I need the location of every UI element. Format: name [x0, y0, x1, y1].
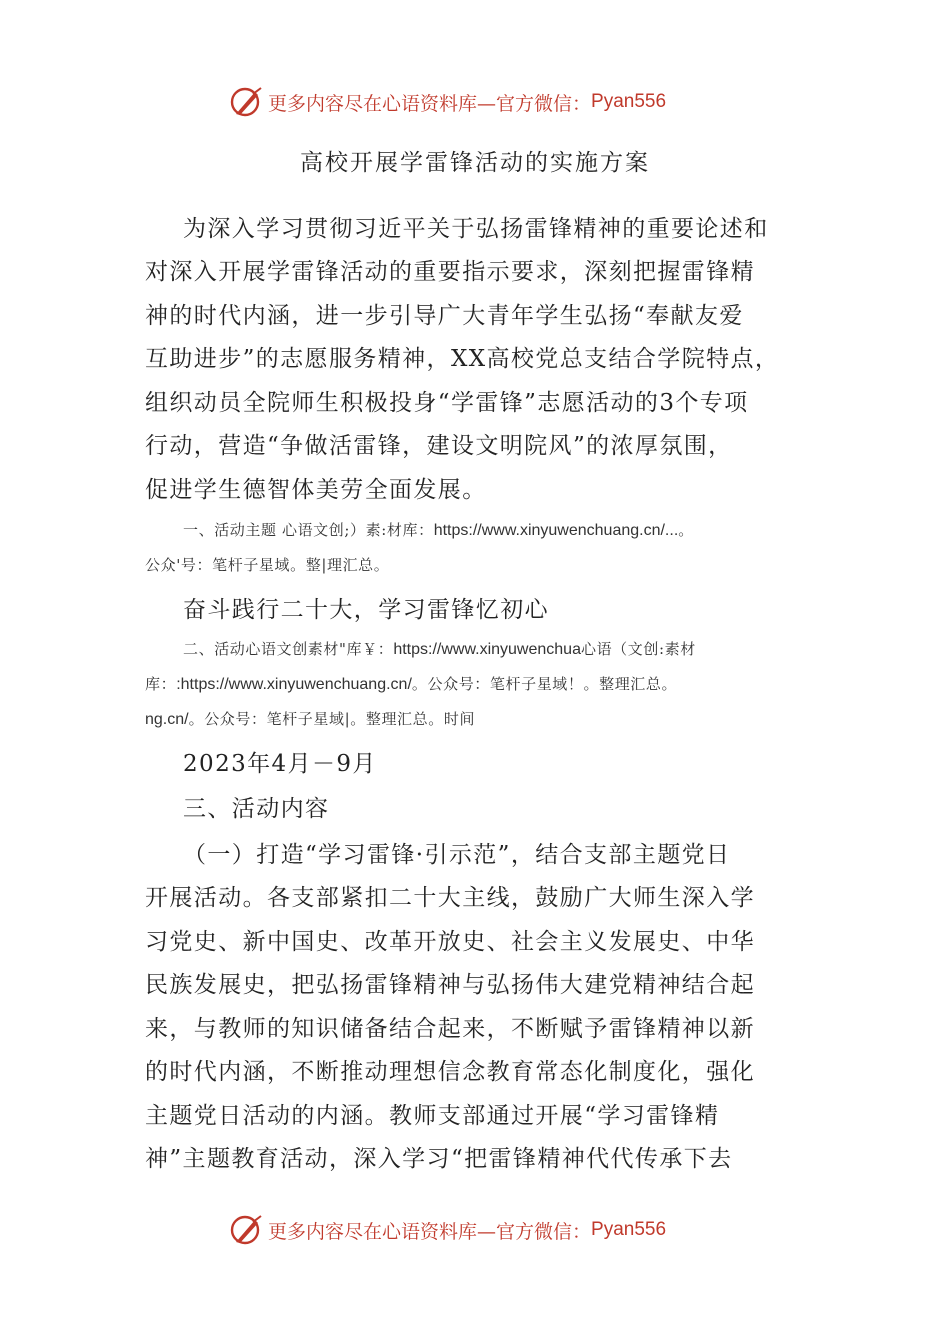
- activity-time: 2023年4月－9月: [183, 751, 377, 777]
- watermark-id: Pyan556: [591, 91, 667, 112]
- section2-url: https://www.xinyuwenchua: [393, 641, 581, 658]
- section1-heading-line: [183, 519, 694, 540]
- watermark-text: 更多内容尽在心语资料库—官方微信：: [268, 92, 592, 115]
- watermark-banner-bottom: [228, 1210, 666, 1250]
- section3-line: 来，与教师的知识储备结合起来，不断赋予雷锋精神以新: [145, 1016, 755, 1042]
- intro-line: 神的时代内涵，进一步引导广大青年学生弘扬“奉献友爱: [145, 303, 744, 329]
- watermark-text: 更多内容尽在心语资料库—官方微信：: [268, 1220, 592, 1243]
- intro-line: 组织动员全院师生积极投身“学雷锋”志愿活动的3个专项: [145, 390, 749, 416]
- intro-line: 行动，营造“争做活雷锋，建设文明院风”的浓厚氛围，: [145, 433, 733, 459]
- section2-line2-prefix: 库：: [145, 675, 177, 693]
- section1-line2: 公众'号：笔杆子星域。整|理汇总。: [145, 556, 390, 574]
- intro-line: 互助进步”的志愿服务精神，XX高校党总支结合学院特点，: [145, 346, 780, 372]
- section3-line: 习党史、新中国史、改革开放史、社会主义发展史、中华: [145, 929, 755, 955]
- section2-line3: [145, 708, 475, 729]
- section2-line2: [145, 673, 677, 694]
- watermark-id: Pyan556: [591, 1219, 667, 1240]
- section3-line: 主题党日活动的内涵。教师支部通过开展“学习雷锋精: [145, 1103, 720, 1129]
- section2-line3-url: ng.cn/: [145, 711, 189, 728]
- section3-heading: 三、活动内容: [183, 796, 330, 822]
- quill-logo-icon: [228, 84, 264, 120]
- section2-line3-suffix: 。公众号：笔杆子星域|。整理汇总。时间: [188, 710, 476, 728]
- section3-line: 的时代内涵，不断推动理想信念教育常态化制度化，强化: [145, 1059, 755, 1085]
- section2-line2-url: :https://www.xinyuwenchuang.cn/: [176, 676, 412, 693]
- section1-url: https://www.xinyuwenchuang.cn/...: [433, 522, 679, 539]
- intro-line: 促进学生德智体美劳全面发展。: [145, 477, 487, 503]
- document-title: 高校开展学雷锋活动的实施方案: [300, 150, 650, 176]
- section2-heading-line: [183, 638, 696, 659]
- section2-suffix: 心语（文创:素材: [580, 640, 696, 658]
- section3-line: 神”主题教育活动，深入学习“把雷锋精神代代传承下去: [145, 1146, 733, 1172]
- watermark-banner-top: [228, 82, 666, 122]
- intro-line: 对深入开展学雷锋活动的重要指示要求，深刻把握雷锋精: [145, 259, 755, 285]
- quill-logo-icon: [228, 1212, 264, 1248]
- section1-heading-text: 一、活动主题 心语文创;）素:材库：: [183, 521, 434, 539]
- section2-heading-text: 二、活动心语文创素材"库￥：: [183, 640, 394, 658]
- section2-line2-suffix: 。公众号：笔杆子星域！。整理汇总。: [411, 675, 678, 693]
- section1-suffix: 。: [678, 521, 694, 539]
- section3-line: 开展活动。各支部紧扣二十大主线，鼓励广大师生深入学: [145, 885, 755, 911]
- activity-theme: 奋斗践行二十大，学习雷锋忆初心: [183, 597, 549, 623]
- section3-line: （一）打造“学习雷锋·引示范”，结合支部主题党日: [183, 842, 731, 868]
- section3-line: 民族发展史，把弘扬雷锋精神与弘扬伟大建党精神结合起: [145, 972, 755, 998]
- intro-line: 为深入学习贯彻习近平关于弘扬雷锋精神的重要论述和: [183, 216, 769, 242]
